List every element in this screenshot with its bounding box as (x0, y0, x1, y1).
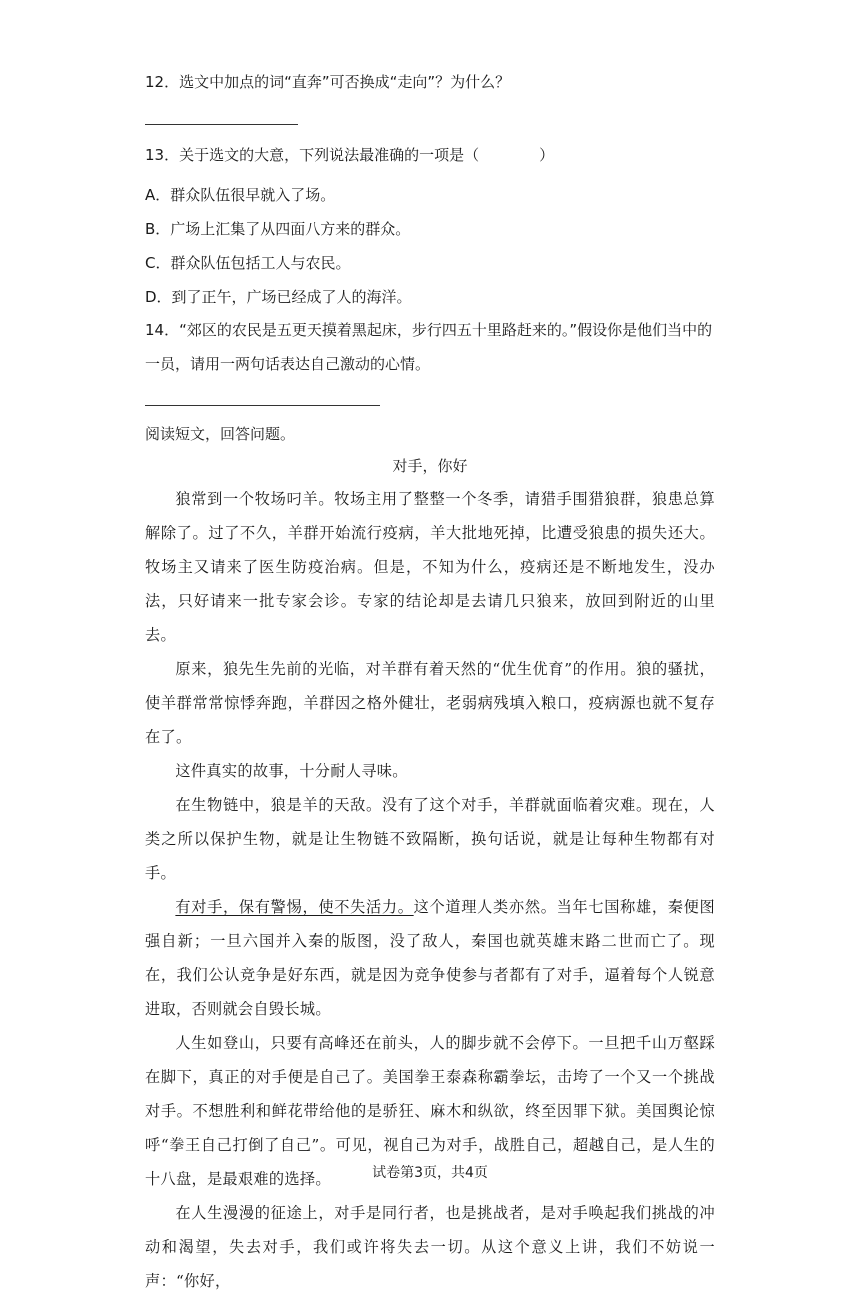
paragraph-1: 狼常到一个牧场叼羊。牧场主用了整整一个冬季，请猎手围猎狼群，狼患总算解除了。过了不久，羊群开始流行疫病，羊大批地死掉，比遭受狼患的损失还大。牧场主又请来了医生防疫治病。但是，不知为什么，疫病还是不断地发生，没办法，只好请来一批专家会诊。专家的结论却是去请几只狼来，放回到附近的山里去。 (145, 490, 715, 644)
paragraph-5 (145, 890, 715, 1026)
option-a: A．群众队伍很早就入了场。 (145, 186, 336, 204)
paragraph-3: 这件真实的故事，十分耐人寻味。 (175, 762, 408, 780)
option-c: C．群众队伍包括工人与农民。 (145, 254, 351, 272)
answer-blank-12[interactable] (145, 124, 298, 125)
reading-instruction: 阅读短文，回答问题。 (145, 425, 296, 443)
underlined-sentence: 有对手，保有警惕，使不失活力。 (175, 898, 414, 916)
option-d: D．到了正午，广场已经成了人的海洋。 (145, 288, 412, 306)
paragraph-5-rest: 这个道理人类亦然。当年七国称雄，秦便图强自新；一旦六国并入秦的版图，没了敌人，秦国也就英雄末路二世而亡了。现在，我们公认竞争是好东西，就是因为竞争使参与者都有了对手，逼着每个人锐意进取，否则就会自毁长城。 (145, 898, 716, 1018)
paragraph-6: 人生如登山，只要有高峰还在前头，人的脚步就不会停下。一旦把千山万壑踩在脚下，真正的对手便是自己了。美国拳王泰森称霸拳坛，击垮了一个又一个挑战对手。不想胜利和鲜花带给他的是骄狂、麻木和纵欲，终至因罪下狱。美国舆论惊呼“拳王自己打倒了自己”。可见，视自己为对手，战胜自己，超越自己，是人生的十八盘，是最艰难的选择。 (145, 1034, 715, 1188)
paragraph-7: 在人生漫漫的征途上，对手是同行者，也是挑战者，是对手唤起我们挑战的冲动和渴望，失去对手，我们或许将失去一切。从这个意义上讲，我们不妨说一声：“你好， (145, 1204, 715, 1290)
question-12: 12．选文中加点的词“直奔”可否换成“走向”？为什么？ (145, 73, 511, 91)
option-b: B．广场上汇集了从四面八方来的群众。 (145, 220, 411, 238)
page-footer: 试卷第3页，共4页 (372, 1165, 488, 1181)
question-14-line1: 14．“郊区的农民是五更天摸着黑起床，步行四五十里路赶来的。”假设你是他们当中的 (145, 321, 713, 339)
paragraph-2: 原来，狼先生先前的光临，对羊群有着天然的“优生优育”的作用。狼的骚扰，使羊群常常惊悸奔跑，羊群因之格外健壮，老弱病残填入粮口，疫病源也就不复存在了。 (145, 660, 715, 746)
question-13: 13．关于选文的大意，下列说法最准确的一项是（ ） (145, 146, 555, 164)
reading-title: 对手，你好 (392, 457, 468, 475)
paragraph-4: 在生物链中，狼是羊的天敌。没有了这个对手，羊群就面临着灾难。现在，人类之所以保护生物，就是让生物链不致隔断，换句话说，就是让每种生物都有对手。 (145, 796, 715, 882)
question-14-line2: 一员，请用一两句话表达自己激动的心情。 (145, 355, 431, 373)
answer-blank-14[interactable] (145, 405, 380, 406)
